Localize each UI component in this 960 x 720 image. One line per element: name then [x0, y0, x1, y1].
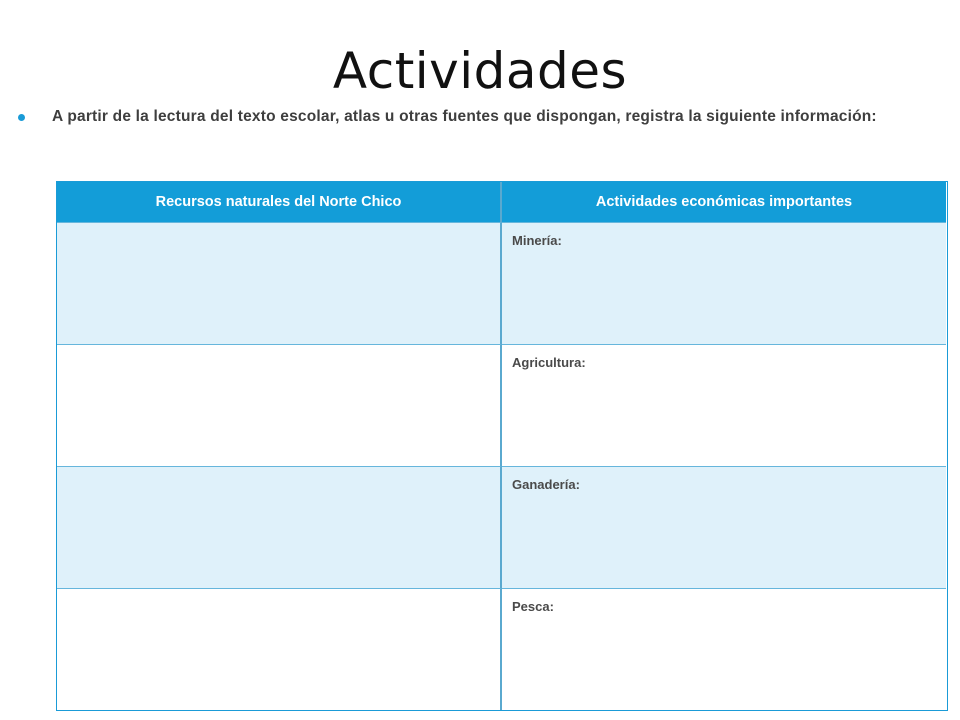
- resources-cell[interactable]: [57, 222, 502, 344]
- activity-label-ganaderia: Ganadería:: [512, 477, 580, 492]
- table-header-row: [57, 182, 947, 222]
- resources-cell[interactable]: [57, 344, 502, 466]
- activity-cell[interactable]: [502, 466, 946, 588]
- page-title: Actividades: [332, 42, 628, 100]
- table-row: [57, 222, 947, 344]
- activity-cell[interactable]: [502, 344, 946, 466]
- resources-cell[interactable]: [57, 466, 502, 588]
- resources-cell[interactable]: [57, 588, 502, 710]
- table-row: [57, 588, 947, 710]
- activity-label-mineria: Minería:: [512, 233, 562, 248]
- table-row: [57, 466, 947, 588]
- instruction-text: A partir de la lectura del texto escolar, atlas u otras fuentes que dispongan, registra la siguiente información:: [52, 108, 877, 125]
- activities-table: [56, 181, 948, 711]
- activity-cell[interactable]: [502, 222, 946, 344]
- activity-cell[interactable]: [502, 588, 946, 710]
- activity-label-agricultura: Agricultura:: [512, 355, 586, 370]
- table-row: [57, 344, 947, 466]
- activity-label-pesca: Pesca:: [512, 599, 554, 614]
- header-activities: Actividades económicas importantes: [502, 182, 946, 222]
- bullet-icon: [18, 114, 25, 121]
- header-resources: Recursos naturales del Norte Chico: [57, 182, 502, 222]
